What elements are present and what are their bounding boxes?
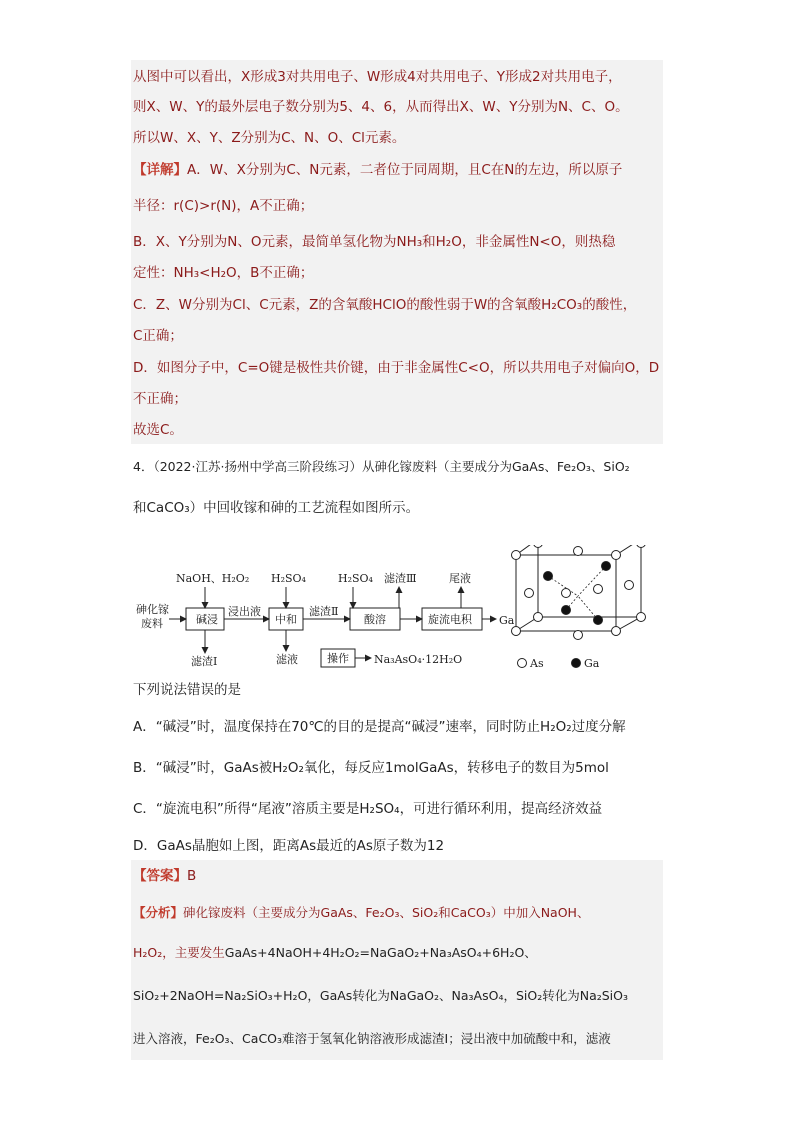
residue1-label: 滤渣Ⅰ [191, 655, 218, 668]
detail-line-8: 不正确； [133, 391, 187, 407]
step2-label: 中和 [275, 613, 297, 626]
legend-ga: Ga [584, 657, 600, 670]
reagent3-label: H₂SO₄ [338, 572, 373, 585]
detail-line-9: 故选C。 [133, 422, 183, 438]
step3-label: 酸溶 [364, 613, 386, 626]
analysis2-line-3: SiO₂+2NaOH=Na₂SiO₃+H₂O，GaAs转化为NaGaO₂、Na₃AsO₄，SiO₂转化为Na₂SiO₃ [133, 988, 628, 1003]
feed-label-2: 废料 [141, 617, 163, 630]
feed-label-1: 砷化镓 [136, 603, 169, 616]
as-atom [574, 547, 583, 556]
step1-label: 碱浸 [196, 613, 218, 626]
analysis-line-3: 所以W、X、Y、Z分别为C、N、O、Cl元素。 [133, 130, 406, 146]
detail-line-1 [133, 161, 622, 179]
as-atom [637, 545, 646, 548]
detail-text-1: A．W、X分别为C、N元素，二者位于同周期，且C在N的左边，所以原子 [187, 162, 623, 178]
filtrate-label: 滤液 [276, 653, 298, 666]
as-atom [612, 551, 621, 560]
legend-as: As [530, 657, 544, 670]
analysis2-line-1 [133, 904, 589, 922]
analysis2-text-1: 砷化镓废料（主要成分为GaAs、Fe₂O₃、SiO₂和CaCO₃）中加入NaOH、 [183, 905, 590, 920]
option-c: C．“旋流电积”所得“尾液”溶质主要是H₂SO₄，可进行循环利用，提高经济效益 [133, 801, 603, 817]
ga-atom [562, 606, 571, 615]
process-figure [131, 545, 663, 675]
leach-label: 浸出液 [228, 605, 261, 618]
analysis2-line-4: 进入溶液，Fe₂O₃、CaCO₃难溶于氢氧化钠溶液形成滤渣Ⅰ；浸出液中加硫酸中和，滤液 [133, 1031, 611, 1046]
analysis2-text-2a: H₂O₂，主要发生 [133, 945, 225, 960]
analysis2-line-2 [133, 944, 537, 962]
product-label: Na₃AsO₄·12H₂O [374, 653, 463, 666]
as-atom [612, 627, 621, 636]
as-atom [574, 631, 583, 640]
as-atom [637, 613, 646, 622]
as-atom [512, 627, 521, 636]
tail-label: 尾液 [449, 572, 471, 585]
analysis2-label: 【分析】 [133, 905, 184, 920]
detail-line-4: 定性：NH₃<H₂O，B不正确； [133, 265, 314, 281]
ga-atom [544, 572, 553, 581]
detail-line-7: D．如图分子中，C=O键是极性共价键，由于非金属性C<O，所以共用电子对偏向O，D [133, 360, 660, 376]
crystal-legend [518, 657, 600, 670]
analysis-background [131, 60, 663, 444]
as-atom [534, 545, 543, 548]
answer-label: 【答案】 [133, 868, 187, 884]
analysis2-text-2b: GaAs+4NaOH+4H₂O₂=NaGaO₂+Na₃AsO₄+6H₂O、 [224, 945, 537, 960]
answer-value: B [187, 868, 197, 884]
option-a: A．“碱浸”时，温度保持在70℃的目的是提高“碱浸”速率，同时防止H₂O₂过度分解 [133, 719, 626, 735]
question-line-1: 4．（2022·江苏·扬州中学高三阶段练习）从砷化镓废料（主要成分为GaAs、Fe₂O₃、SiO₂ [133, 459, 630, 474]
question-line-2: 和CaCO₃）中回收镓和砷的工艺流程如图所示。 [133, 500, 420, 516]
as-atom [594, 585, 603, 594]
op-label: 操作 [327, 652, 349, 665]
analysis-line-2: 则X、W、Y的最外层电子数分别为5、4、6，从而得出X、W、Y分别为N、C、O。 [133, 99, 629, 115]
option-d: D．GaAs晶胞如上图，距离As最近的As原子数为12 [133, 838, 445, 854]
analysis-line-1: 从图中可以看出，X形成3对共用电子、W形成4对共用电子、Y形成2对共用电子， [133, 69, 622, 85]
option-b: B．“碱浸”时，GaAs被H₂O₂氧化，每反应1molGaAs，转移电子的数目为5mol [133, 760, 609, 776]
residue3-label: 滤渣Ⅲ [384, 572, 417, 585]
reagent2-label: H₂SO₄ [271, 572, 306, 585]
detail-line-3: B．X、Y分别为N、O元素，最简单氢化物为NH₃和H₂O，非金属性N<O，则热稳 [133, 234, 616, 250]
detail-line-6: C正确； [133, 328, 183, 344]
residue2-label: 滤渣Ⅱ [309, 605, 339, 618]
as-atom [525, 589, 534, 598]
as-atom [534, 613, 543, 622]
detail-line-5: C．Z、W分别为Cl、C元素，Z的含氧酸HClO的酸性弱于W的含氧酸H₂CO₃的酸性， [133, 297, 637, 313]
ga-atom [594, 616, 603, 625]
as-atom [512, 551, 521, 560]
as-atom [625, 581, 634, 590]
detail-line-2: 半径：r(C)>r(N)，A不正确； [133, 198, 314, 214]
reagent1-label: NaOH、H₂O₂ [176, 572, 250, 585]
as-atom [562, 589, 571, 598]
detail-label: 【详解】 [133, 162, 187, 178]
answer-line [133, 867, 196, 885]
out-label: Ga [499, 614, 515, 627]
question-stem: 下列说法错误的是 [133, 682, 241, 698]
ga-atom [602, 562, 611, 571]
step4-label: 旋流电积 [428, 613, 472, 626]
